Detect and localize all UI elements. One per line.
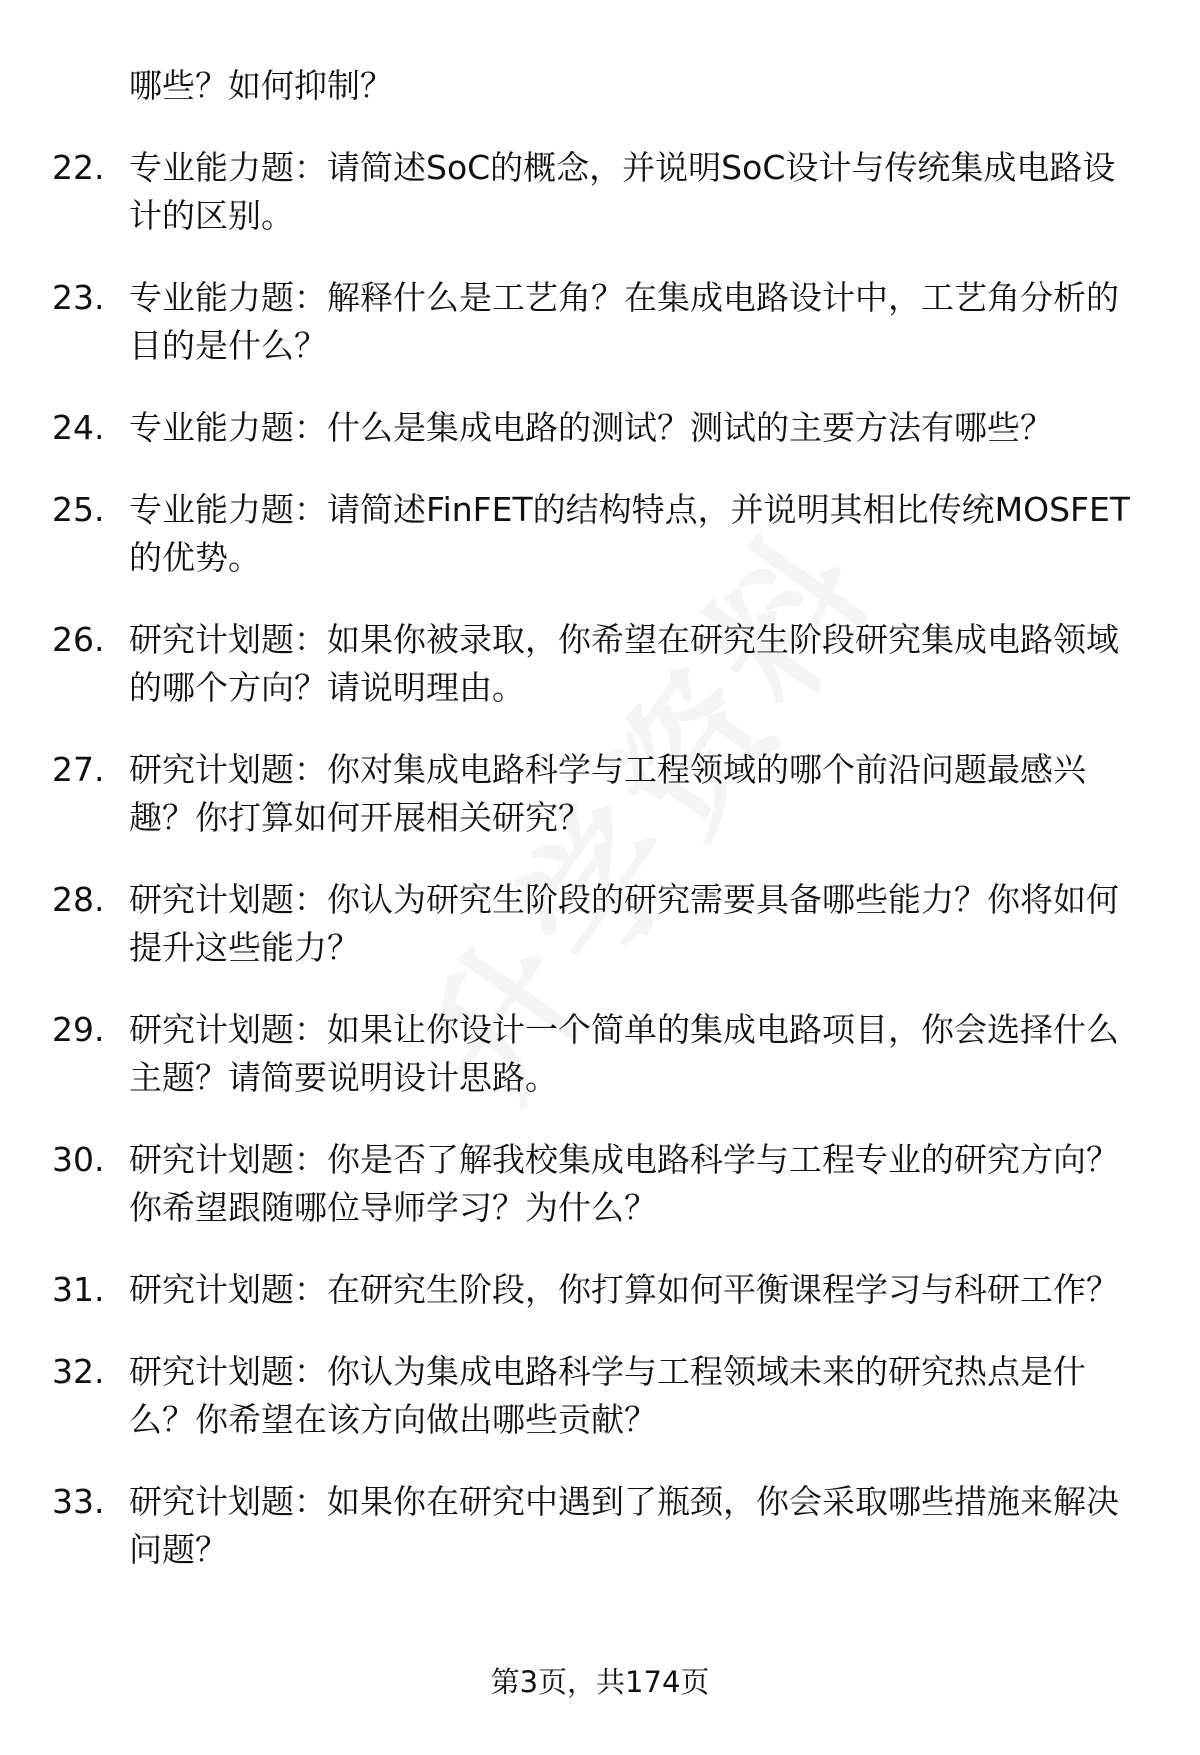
question-list bbox=[52, 62, 1142, 1608]
question-text: 研究计划题：在研究生阶段，你打算如何平衡课程学习与科研工作？ bbox=[129, 1270, 1119, 1309]
question-number: 26. bbox=[52, 620, 105, 659]
question-number: 31. bbox=[52, 1270, 105, 1309]
question-number: 32. bbox=[52, 1352, 105, 1391]
question-text: 研究计划题：你认为研究生阶段的研究需要具备哪些能力？你将如何提升这些能力？ bbox=[129, 880, 1119, 967]
question-text: 研究计划题：如果你在研究中遇到了瓶颈，你会采取哪些措施来解决问题？ bbox=[129, 1482, 1119, 1569]
question-number: 24. bbox=[52, 408, 105, 447]
question-item bbox=[52, 1478, 1142, 1574]
question-item bbox=[52, 876, 1142, 972]
question-number: 25. bbox=[52, 490, 105, 529]
question-text: 研究计划题：你对集成电路科学与工程领域的哪个前沿问题最感兴趣？你打算如何开展相关研究？ bbox=[129, 750, 1086, 837]
question-item bbox=[52, 1006, 1142, 1102]
page-footer: 第3页，共174页 bbox=[490, 1665, 710, 1699]
question-number: 30. bbox=[52, 1140, 105, 1179]
question-item bbox=[52, 1266, 1142, 1314]
question-item bbox=[52, 1348, 1142, 1444]
continued-question-text: 哪些？如何抑制？ bbox=[129, 66, 393, 105]
question-item bbox=[52, 746, 1142, 842]
question-number: 27. bbox=[52, 750, 105, 789]
question-number: 23. bbox=[52, 278, 105, 317]
question-number: 33. bbox=[52, 1482, 105, 1521]
question-text: 专业能力题：请简述FinFET的结构特点，并说明其相比传统MOSFET的优势。 bbox=[129, 490, 1131, 577]
question-number: 29. bbox=[52, 1010, 105, 1049]
question-item bbox=[52, 1136, 1142, 1232]
question-item bbox=[52, 616, 1142, 712]
question-text: 研究计划题：你认为集成电路科学与工程领域未来的研究热点是什么？你希望在该方向做出哪些贡献？ bbox=[129, 1352, 1086, 1439]
question-text: 专业能力题：请简述SoC的概念，并说明SoC设计与传统集成电路设计的区别。 bbox=[129, 148, 1116, 235]
question-number: 28. bbox=[52, 880, 105, 919]
question-item bbox=[52, 274, 1142, 370]
question-text: 研究计划题：你是否了解我校集成电路科学与工程专业的研究方向？你希望跟随哪位导师学习？为什么？ bbox=[129, 1140, 1119, 1227]
question-item bbox=[52, 144, 1142, 240]
question-item bbox=[52, 404, 1142, 452]
question-text: 专业能力题：解释什么是工艺角？在集成电路设计中，工艺角分析的目的是什么？ bbox=[129, 278, 1119, 365]
question-text: 研究计划题：如果让你设计一个简单的集成电路项目，你会选择什么主题？请简要说明设计思路。 bbox=[129, 1010, 1119, 1097]
question-text: 研究计划题：如果你被录取，你希望在研究生阶段研究集成电路领域的哪个方向？请说明理由。 bbox=[129, 620, 1119, 707]
question-item bbox=[52, 486, 1142, 582]
question-number: 22. bbox=[52, 148, 105, 187]
question-text: 专业能力题：什么是集成电路的测试？测试的主要方法有哪些？ bbox=[129, 408, 1053, 447]
